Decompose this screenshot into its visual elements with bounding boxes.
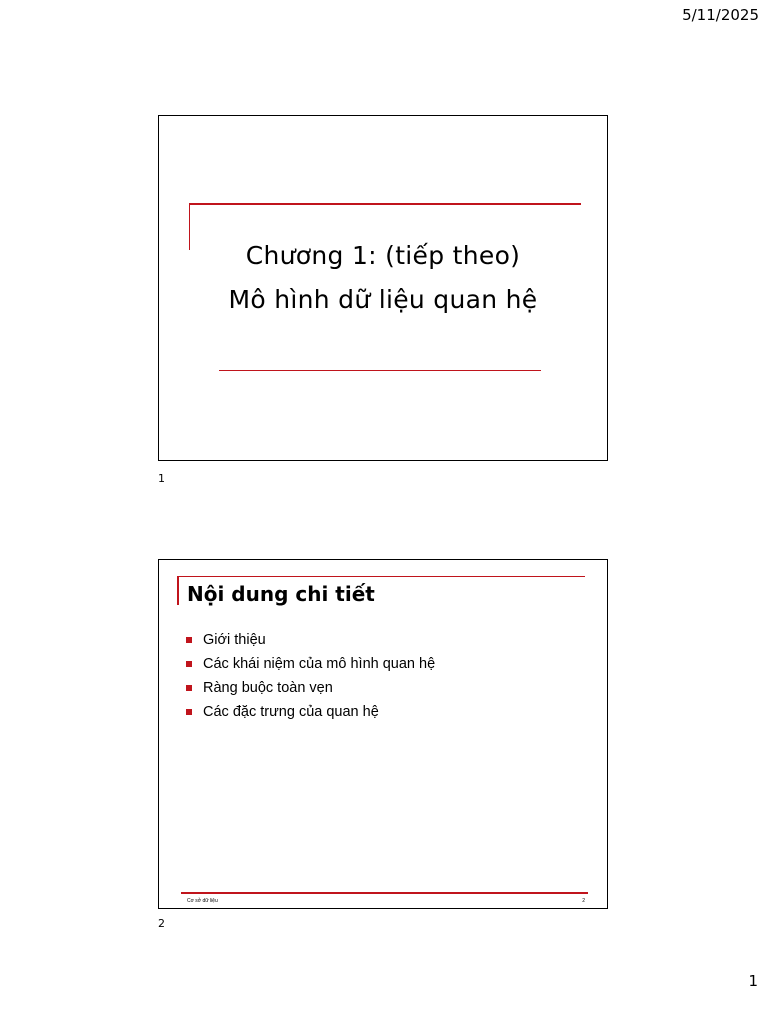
- slide-2-title: Nội dung chi tiết: [187, 582, 375, 606]
- print-date: 5/11/2025: [682, 6, 759, 24]
- slide-2: [158, 559, 608, 909]
- slide-2-footer-course: Cơ sở dữ liệu: [187, 898, 218, 904]
- slide-2-footer-slide-number: 2: [582, 898, 585, 904]
- square-bullet-icon: [186, 661, 192, 667]
- list-item-text: Ràng buộc toàn vẹn: [203, 680, 333, 696]
- square-bullet-icon: [186, 709, 192, 715]
- slide-1: [158, 115, 608, 461]
- slide-2-number: 2: [158, 917, 165, 930]
- list-item: [186, 676, 435, 700]
- page-number: 1: [748, 972, 758, 990]
- slide-2-footer-accent-line: [181, 892, 588, 894]
- list-item: [186, 652, 435, 676]
- slide-1-top-accent-line: [189, 203, 581, 205]
- list-item: [186, 628, 435, 652]
- list-item-text: Các đặc trưng của quan hệ: [203, 704, 379, 720]
- slide-2-bullet-list: [186, 628, 435, 724]
- list-item-text: Giới thiệu: [203, 632, 266, 648]
- list-item-text: Các khái niệm của mô hình quan hệ: [203, 656, 436, 672]
- slide-1-bottom-accent-line: [219, 370, 541, 371]
- slide-2-side-accent-line: [177, 576, 179, 605]
- slide-1-title-line-1: Chương 1: (tiếp theo): [245, 241, 521, 270]
- list-item: [186, 700, 435, 724]
- slide-2-top-accent-line: [177, 576, 585, 577]
- square-bullet-icon: [186, 637, 192, 643]
- slide-1-number: 1: [158, 472, 165, 485]
- slide-1-title-line-2: Mô hình dữ liệu quan hệ: [228, 285, 538, 314]
- square-bullet-icon: [186, 685, 192, 691]
